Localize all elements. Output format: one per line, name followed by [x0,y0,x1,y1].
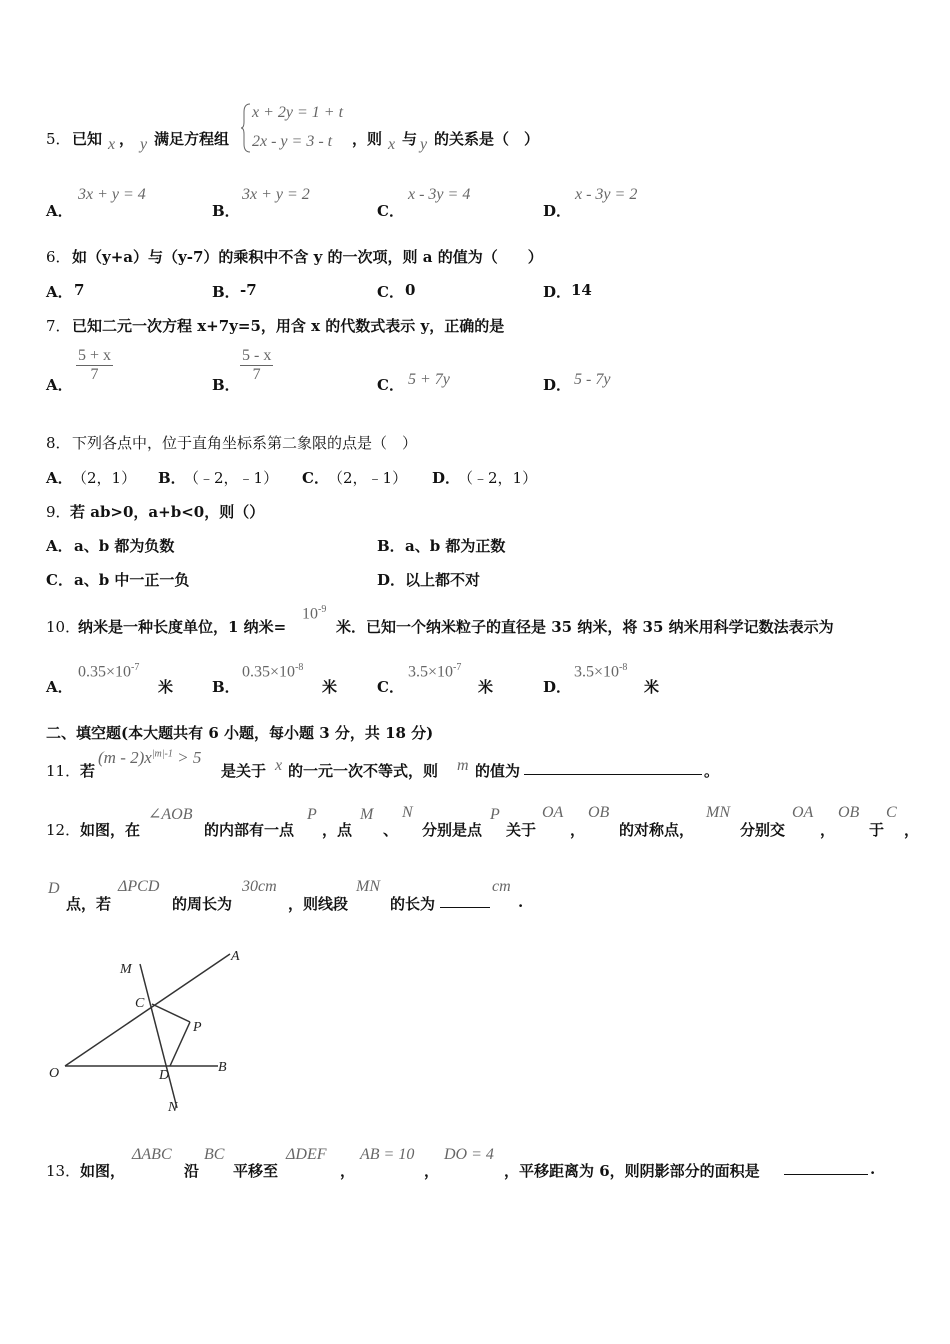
q12-text-h: 于 [869,821,885,839]
q5-system-brace [240,102,252,154]
q6-option-c-label: C． [377,283,404,301]
q7-option-b-numerator: 5 - x [242,347,272,364]
q5-var-x: x [108,136,116,153]
q7-option-a-numerator: 5 + x [78,347,112,364]
q10-text-a: 纳米是一种长度单位，1 纳米= [78,618,287,636]
q11-end: 。 [704,762,720,780]
q6-number: 6． [46,248,71,266]
q7-option-c: 5 + 7y [408,371,450,388]
line-mn [140,964,177,1108]
q12-text-g: 分别交 [740,821,786,839]
q12-comma-3: ， [904,821,920,839]
q5-comma: ， [119,130,135,148]
q10-number: 10． [46,618,81,636]
q5-var-x2: x [388,136,396,153]
q9-option-d-label: D． [377,571,406,589]
q6-option-a: 7 [74,281,85,299]
q9-option-a: a、b 都为负数 [74,537,175,555]
figure-label-m: M [120,962,132,977]
q5-text-b: 满足方程组 [154,130,230,148]
q13-text-a: 如图， [80,1162,126,1180]
q12-answer-blank[interactable] [440,893,490,908]
q7-option-b-label: B． [212,376,240,394]
q12-mn2: MN [356,878,380,895]
q12-text-d: 分别是点 [422,821,483,839]
q12-text-j: 的周长为 [172,895,233,913]
q10-option-b-unit: 米 [322,678,338,696]
q12-oa2: OA [792,804,814,821]
figure-label-n: N [168,1100,178,1115]
q11-expr-base: (m - 2)x [98,748,152,767]
q9-option-c: a、b 中一正一负 [74,571,190,589]
q5-equation-2: 2x - y = 3 - t [252,133,333,150]
section-2-heading: 二、填空题(本大题共有 6 小题，每小题 3 分，共 18 分) [46,724,434,742]
geometry-figure [40,940,260,1120]
q10-option-d-exp: -8 [619,662,628,673]
q12-text-b: 的内部有一点 [204,821,295,839]
q10-power [302,604,326,623]
q6-option-b: -7 [240,281,257,299]
segment-pd [170,1022,190,1066]
q10-option-a-mantissa: 0.35×10 [78,663,132,681]
q10-option-c [408,662,461,681]
q12-end: . [518,893,524,911]
q10-option-d-label: D． [543,678,572,696]
q10-option-d-unit: 米 [644,678,660,696]
q7-option-a-label: A． [46,376,73,394]
q5-option-d: x - 3y = 2 [575,186,638,203]
q13-do: DO = 4 [444,1146,494,1163]
q6-text: 如（y+a）与（y-7）的乘积中不含 y 的一次项，则 a 的值为（ ） [72,248,543,266]
q12-text-e: 关于 [506,821,537,839]
q7-option-c-label: C． [377,376,404,394]
q11-answer-blank[interactable] [524,760,702,775]
q10-power-exp: -9 [318,604,327,615]
q5-option-c-label: C． [377,202,404,220]
figure-label-d: D [159,1068,170,1083]
q6-option-d: 14 [571,281,592,299]
q8-number: 8． [46,434,71,452]
q5-equation-1: x + 2y = 1 + t [252,104,344,121]
q11-expr-exp: |m|-1 [151,748,173,760]
q5-text-d: 与 [402,130,418,148]
q12-unit: cm [492,878,511,895]
q8-option-b: （﹣2，﹣1） [184,469,279,487]
q7-option-a-denominator: 7 [90,366,99,383]
q13-answer-blank[interactable] [784,1160,868,1175]
q12-text-a: 如图，在 [80,821,141,839]
q10-option-a-unit: 米 [158,678,174,696]
q13-number: 13． [46,1162,81,1180]
q12-text-f: 的对称点， [619,821,695,839]
q10-option-d [574,662,627,681]
q5-text-e: 的关系是（ ） [434,130,540,148]
q12-ob2: OB [838,804,860,821]
q12-var-m: M [360,806,374,823]
q12-comma: ， [570,821,586,839]
q9-option-b: a、b 都为正数 [405,537,506,555]
figure-label-a: A [231,949,240,964]
q11-var-x: x [275,757,283,774]
q7-option-d-label: D． [543,376,572,394]
q13-end: . [870,1160,876,1178]
q5-option-b: 3x + y = 2 [242,186,310,203]
q11-expr-tail: > 5 [172,748,202,767]
q10-option-a [78,662,139,681]
q7-number: 7． [46,317,71,335]
q11-text-b: 是关于 [221,762,267,780]
q10-option-a-exp: -7 [131,662,140,673]
q13-comma: ， [340,1162,356,1180]
q11-text-a: 若 [80,762,96,780]
q12-var-p2: P [490,806,500,823]
q12-var-p: P [307,806,317,823]
q7-option-a-fraction [76,347,113,384]
q12-oa: OA [542,804,564,821]
q12-var-c: C [886,804,897,821]
q10-option-b-label: B． [212,678,240,696]
q5-text-c: ，则 [352,130,383,148]
figure-label-p: P [193,1020,202,1035]
q12-var-n: N [402,804,413,821]
q8-option-c-label: C． [302,469,329,487]
q13-triangle-abc: ΔABC [132,1146,172,1163]
q11-text-c: 的一元一次不等式，则 [288,762,439,780]
figure-label-o: O [49,1066,60,1081]
q12-sep: 、 [383,821,399,839]
q13-ab: AB = 10 [360,1146,415,1163]
q9-option-c-label: C． [46,571,73,589]
q5-option-d-label: D． [543,202,572,220]
q9-option-d: 以上都不对 [405,571,481,589]
q11-number: 11． [46,762,81,780]
q12-mn: MN [706,804,730,821]
q13-text-c: 平移至 [233,1162,279,1180]
q10-option-c-label: C． [377,678,404,696]
q12-text-k: ，则线段 [288,895,349,913]
q12-var-d: D [48,880,60,897]
q10-option-a-label: A． [46,678,73,696]
q8-text: 下列各点中，位于直角坐标系第二象限的点是（ ） [72,434,418,452]
q13-text-d: ，平移距离为 6，则阴影部分的面积是 [504,1162,760,1180]
q12-text-i: 点，若 [66,895,112,913]
q10-option-c-mantissa: 3.5×10 [408,663,454,681]
q13-comma-2: ， [424,1162,440,1180]
q5-number: 5． [46,130,71,148]
q7-text: 已知二元一次方程 x+7y=5，用含 x 的代数式表示 y，正确的是 [72,317,505,335]
q5-option-c: x - 3y = 4 [408,186,471,203]
segment-cp [152,1004,190,1022]
q12-triangle: ΔPCD [118,878,160,895]
q9-option-a-label: A． [46,537,73,555]
q13-text-b: 沿 [184,1162,200,1180]
q6-option-c: 0 [405,281,416,299]
q12-ob: OB [588,804,610,821]
figure-label-c: C [135,996,145,1011]
q7-option-b-denominator: 7 [252,366,261,383]
q5-option-a-label: A． [46,202,73,220]
q8-option-d-label: D． [432,469,461,487]
q8-option-a-label: A． [46,469,73,487]
q12-angle: ∠AOB [148,806,193,823]
q6-option-b-label: B． [212,283,240,301]
q8-option-b-label: B． [158,469,186,487]
q11-text-d: 的值为 [475,762,521,780]
q10-option-c-exp: -7 [453,662,462,673]
q8-option-c: （2，﹣1） [328,469,408,487]
q8-option-a: （2，1） [72,469,137,487]
q6-option-d-label: D． [543,283,572,301]
q8-option-d: （﹣2，1） [458,469,538,487]
ray-oa [65,954,230,1066]
q12-comma-2: ， [820,821,836,839]
q5-var-y: y [140,136,148,153]
q10-text-b: 米．已知一个纳米粒子的直径是 35 纳米，将 35 纳米用科学记数法表示为 [336,618,834,636]
q12-number: 12． [46,821,81,839]
q7-option-d: 5 - 7y [574,371,611,388]
q6-option-a-label: A． [46,283,73,301]
q11-var-m: m [457,757,469,774]
q13-bc: BC [204,1146,225,1163]
q10-option-b-exp: -8 [295,662,304,673]
q10-option-c-unit: 米 [478,678,494,696]
q10-power-base: 10 [302,605,318,623]
q10-option-b-mantissa: 0.35×10 [242,663,296,681]
q13-triangle-def: ΔDEF [286,1146,327,1163]
q9-number: 9． [46,503,71,521]
q9-text: 若 ab>0，a+b<0，则（） [70,503,265,521]
q10-option-b [242,662,303,681]
figure-label-b: B [218,1060,227,1075]
q5-option-b-label: B． [212,202,240,220]
q12-text-c: ，点 [322,821,353,839]
q7-option-b-fraction [240,347,273,384]
q11-expression [98,748,201,768]
q9-option-b-label: B． [377,537,405,555]
q10-option-d-mantissa: 3.5×10 [574,663,620,681]
q5-text-a: 已知 [72,130,103,148]
q5-var-y2: y [420,136,428,153]
q12-perimeter: 30cm [242,878,277,895]
q12-text-l: 的长为 [390,895,436,913]
q5-option-a: 3x + y = 4 [78,186,146,203]
